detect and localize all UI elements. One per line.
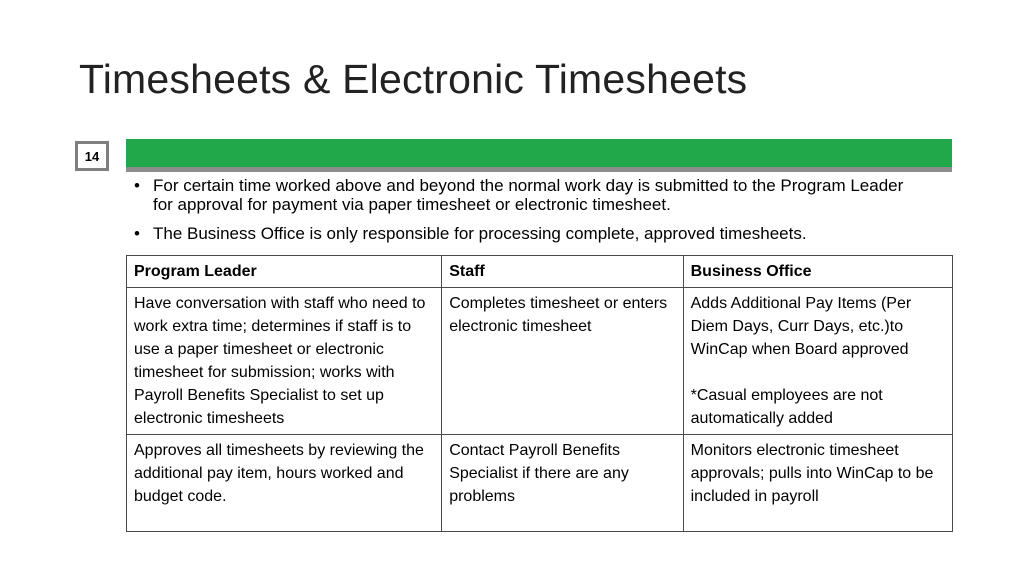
table-header-row: [127, 256, 953, 288]
responsibilities-table: [126, 255, 953, 532]
cell-program-leader: Approves all timesheets by reviewing the additional pay item, hours worked and budget code.: [127, 435, 442, 532]
slide-title: Timesheets & Electronic Timesheets: [79, 56, 748, 102]
bullet-list: [132, 176, 922, 253]
header-staff: Staff: [442, 256, 683, 288]
slide-number: 14: [84, 148, 100, 164]
cell-business-office-text: Adds Additional Pay Items (Per Diem Days, Curr Days, etc.)to WinCap when Board approved: [690, 295, 912, 358]
slide-number-badge: [75, 141, 109, 171]
accent-bar: [126, 139, 952, 172]
cell-staff: Contact Payroll Benefits Specialist if there are any problems: [442, 435, 683, 532]
header-business-office: Business Office: [683, 256, 952, 288]
cell-business-office: Monitors electronic timesheet approvals; pulls into WinCap to be included in payroll: [683, 435, 952, 532]
cell-staff: Completes timesheet or enters electronic timesheet: [442, 288, 683, 435]
cell-spacer: [691, 361, 945, 384]
bullet-item: • The Business Office is only responsible for processing complete, approved timesheets.: [132, 224, 922, 243]
cell-program-leader: Have conversation with staff who need to work extra time; determines if staff is to use a paper timesheet or electronic timesheet for submission; works with Payroll Benefits Specialist to set up electronic timesheets: [127, 288, 442, 435]
table-row: [127, 435, 953, 532]
bullet-item: • For certain time worked above and beyond the normal work day is submitted to the Program Leader for approval for payment via paper timesheet or electronic timesheet.: [132, 176, 922, 214]
cell-business-office: [683, 288, 952, 435]
table-row: [127, 288, 953, 435]
cell-business-office-note: *Casual employees are not automatically added: [690, 387, 883, 427]
header-program-leader: Program Leader: [127, 256, 442, 288]
